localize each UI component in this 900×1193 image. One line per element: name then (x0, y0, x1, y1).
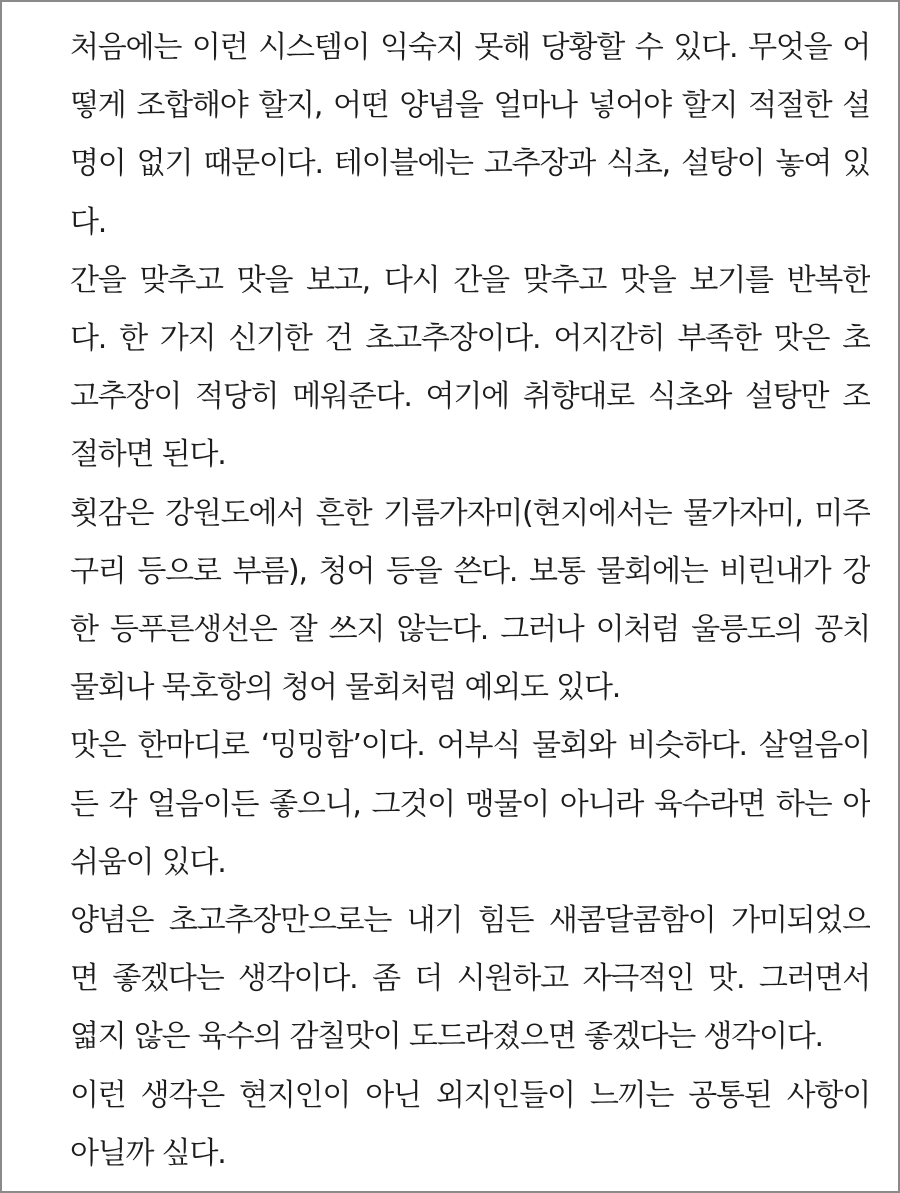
text-line: 다. (70, 204, 107, 240)
paragraph-3 (70, 485, 870, 718)
paragraph-6 (70, 1067, 870, 1183)
text-line: 엷지 않은 육수의 감칠맛이 도드라졌으면 좋겠다는 생각이다. (70, 1019, 823, 1055)
paragraph-5 (70, 892, 870, 1067)
text-line: 명이 없기 때문이다. 테이블에는 고추장과 식초, 설탕이 놓여 있 (70, 146, 870, 182)
text-line: 처음에는 이런 시스템이 익숙지 못해 당황할 수 있다. 무엇을 어 (70, 30, 870, 65)
paragraph-2 (70, 252, 870, 485)
text-line: 횟감은 강원도에서 흔한 기름가자미(현지에서는 물가자미, 미주 (70, 495, 870, 531)
text-line: 맛은 한마디로 ‘밍밍함’이다. 어부식 물회와 비슷하다. 살얼음이 (70, 728, 870, 764)
text-line: 물회나 묵호항의 청어 물회처럼 예외도 있다. (70, 670, 621, 706)
paragraph-4 (70, 717, 870, 892)
paragraph-1 (70, 19, 870, 252)
text-line: 이런 생각은 현지인이 아닌 외지인들이 느끼는 공통된 사항이 (70, 1077, 870, 1113)
text-line: 간을 맞추고 맛을 보고, 다시 간을 맞추고 맛을 보기를 반복한 (70, 262, 870, 298)
text-line: 절하면 된다. (70, 437, 226, 473)
text-line: 한 등푸른생선은 잘 쓰지 않는다. 그러나 이처럼 울릉도의 꽁치 (70, 612, 870, 648)
text-line: 면 좋겠다는 생각이다. 좀 더 시원하고 자극적인 맛. 그러면서 (70, 961, 870, 997)
text-line: 구리 등으로 부름), 청어 등을 쓴다. 보통 물회에는 비린내가 강 (70, 553, 870, 589)
text-line: 양념은 초고추장만으로는 내기 힘든 새콤달콤함이 가미되었으 (70, 903, 870, 939)
text-line: 떻게 조합해야 할지, 어떤 양념을 얼마나 넣어야 할지 적절한 설 (70, 88, 870, 124)
text-line: 고추장이 적당히 메워준다. 여기에 취향대로 식초와 설탕만 조 (70, 379, 870, 415)
text-line: 아닐까 싶다. (70, 1135, 226, 1171)
text-line: 쉬움이 있다. (70, 844, 226, 880)
article-body (70, 19, 870, 1183)
text-line: 다. 한 가지 신기한 건 초고추장이다. 어지간히 부족한 맛은 초 (70, 321, 870, 357)
text-line: 든 각 얼음이든 좋으니, 그것이 맹물이 아니라 육수라면 하는 아 (70, 786, 870, 822)
